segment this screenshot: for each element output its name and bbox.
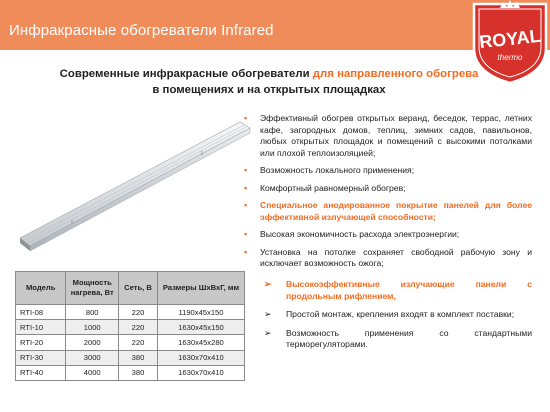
- header-bar: [0, 0, 550, 53]
- feature-item-highlight: ▪ Специальное анодированное покрытие панелей для более эффективной излучающей способности;: [244, 200, 532, 223]
- spec-table: [15, 271, 245, 381]
- column-header-power: Мощность нагрева, Вт: [66, 272, 119, 305]
- feature-item: ▪ Возможность локального применения;: [244, 165, 532, 177]
- sub-feature-list: [258, 279, 532, 358]
- table-cell: 4000: [66, 365, 119, 380]
- feature-item: ▪ Комфортный равномерный обогрев;: [244, 183, 532, 195]
- table-header-row: [16, 272, 245, 305]
- table-cell: RTI-20: [16, 335, 66, 350]
- logo-subtext: thermo: [497, 53, 523, 62]
- column-header-voltage: Сеть, В: [119, 272, 158, 305]
- feature-item: ▪ Высокая экономичность расхода электроэнергии;: [244, 229, 532, 241]
- headline-line2: в помещениях и на открытых площадках: [152, 84, 386, 96]
- table-cell: 1630x45x150: [157, 320, 244, 335]
- infrared-heater-image: [12, 110, 258, 260]
- headline-part1: Современные инфракрасные обогреватели: [59, 68, 313, 80]
- table-cell: RTI-08: [16, 305, 66, 320]
- table-cell: 380: [119, 365, 158, 380]
- table-cell: RTI-30: [16, 350, 66, 365]
- table-row: [16, 350, 245, 365]
- feature-item: ▪ Эффективный обогрев открытых веранд, беседок, террас, летних кафе, загородных домов, теплиц, зимних садов, павильонов, любых открытых площадок и помещений с высокими потолками или плохой теплоизоляцией;: [244, 113, 532, 159]
- sub-feature-item-highlight: ➢ Высокоэффективные излучающие панели с продольным рифлением,: [258, 279, 532, 302]
- table-row: [16, 305, 245, 320]
- table-cell: RTI-40: [16, 365, 66, 380]
- table-cell: 1630x70x410: [157, 365, 244, 380]
- table-cell: 800: [66, 305, 119, 320]
- logo-text: ROYAL: [478, 25, 542, 53]
- table-cell: 1000: [66, 320, 119, 335]
- table-cell: 220: [119, 320, 158, 335]
- feature-list: [244, 113, 532, 276]
- sub-feature-item: ➢ Возможность применения со стандартными терморегуляторами.: [258, 328, 532, 351]
- headline: [30, 66, 508, 98]
- table-cell: 1630x45x280: [157, 335, 244, 350]
- sub-feature-item: ➢ Простой монтаж, крепления входят в комплект поставки;: [258, 309, 532, 321]
- table-cell: 2000: [66, 335, 119, 350]
- table-cell: 220: [119, 305, 158, 320]
- table-row: [16, 320, 245, 335]
- table-row: [16, 335, 245, 350]
- column-header-dimensions: Размеры ШхВхГ, мм: [157, 272, 244, 305]
- table-row: [16, 365, 245, 380]
- page-title: Инфракрасные обогреватели Infrared: [9, 22, 274, 39]
- table-cell: 380: [119, 350, 158, 365]
- table-cell: 220: [119, 335, 158, 350]
- headline-highlight: для направленного обогрева: [312, 68, 479, 80]
- table-cell: 1630x70x410: [157, 350, 244, 365]
- table-cell: RTI-10: [16, 320, 66, 335]
- table-cell: 1190x45x150: [157, 305, 244, 320]
- table-cell: 3000: [66, 350, 119, 365]
- feature-item: ▪ Установка на потолке сохраняет свободной рабочую зону и исключает возможность ожога;: [244, 247, 532, 270]
- column-header-model: Модель: [16, 272, 66, 305]
